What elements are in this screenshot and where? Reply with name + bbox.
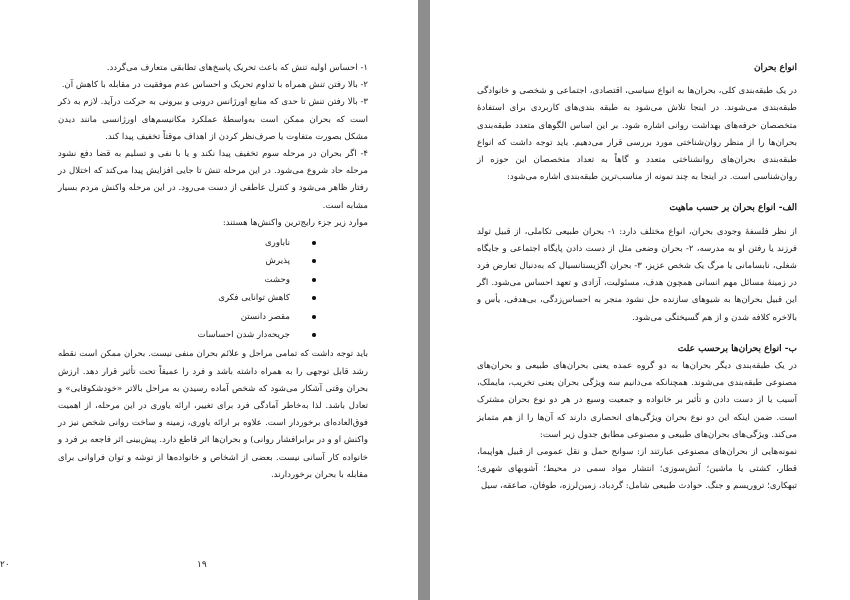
crisis-stage-item: ۴- اگر بحران در مرحله سوم تخفیف پیدا نکند و یا با نفی و تسلیم به قضا دفع نشود مرحله حاد شروع می‌شود. در این مرحله تنش تا جایی افزایش پیدا می‌کند که اختلال در رفتار ظاهر می‌شود و کنترل عاطفی از دست می‌رود. در این مرحله واکنش مردم بسیار مشابه است. (58, 149, 368, 211)
intro-paragraph: در یک طبقه‌بندی کلی، بحران‌ها به انواع سیاسی، اقتصادی، اجتماعی و شخصی و خانوادگی طبقه‌بندی می‌شوند. در اینجا تلاش می‌شود به طبقه بندی‌های کاربردی برای استفادهٔ متخصصان حرفه‌های بهداشت روانی اشاره شود. بر این اساس الگوهای متعدد طبقه‌بندی بحران‌ها را از منظر روان‌شناختی مورد بررسی قرار می‌دهیم. باید توجه داشت که انواع طبقه‌بندی بحران‌های روانشناختی متعدد و گاهاً به تعداد متخصصان این حوزه از روان‌شناسی است. در اینجا به چند نمونه از مناسب‌ترین طبقه‌بندی اشاره می‌شود: (477, 86, 797, 183)
closing-paragraph: باید توجه داشت که تمامی مراحل و علائم بحران منفی نیست. بحران ممکن است نقطه رشد قابل توجهی را به همراه داشته باشد و فرد را عمیقاً تحت تأثیر قرار دهد. ارزش بحران وقتی آشکار می‌شود که شخص آماده رسیدن به مراحل بالاتر «خودشکوفایی» و تعادل باشد. لذا به‌خاطر آمادگی فرد برای تغییر، ارائه یاوری در این مرحله، از اهمیت فوق‌العاده‌ای برخوردار است. علاوه بر ارائه یاوری، زمینه و ساخت روانی شخص نیز در واکنش او و در برابرافشار روانی) و بحران‌ها اثر قاطع دارد. پیش‌بینی اثر فاجعه بر فرد و خانواده کار آسانی نیست. بعضی از اشخاص و خانواده‌ها از توشه و توان فراوانی برای مقابله با بحران برخوردارند. (58, 349, 368, 480)
bullet-icon (312, 296, 316, 300)
left-page-body (58, 60, 368, 484)
crisis-stage-item: ۳- بالا رفتن تنش تا حدی که منابع اورژانس درونی و بیرونی به حرکت درآید. لازم به ذکر است که بحران ممکن است به‌واسطهٔ عملکرد مکانیسم‌های اورژانسی مانند دیدن مشکل بصورت متفاوت یا صرف‌نظر کردن از اهداف موقتاً تخفیف پیدا کند. (58, 97, 368, 142)
right-page-body (477, 60, 797, 496)
section-heading: انواع بحران (753, 63, 797, 73)
list-item: مقصر دانستن (58, 308, 368, 326)
crisis-stage-item: ۱- احساس اولیه تنش که باعث تحریک پاسخ‌های تطابقی متعارف می‌گردد. (106, 63, 368, 73)
subsection-heading: ب- انواع بحران‌ها برحسب علت (677, 343, 797, 354)
list-item: پذیرش (58, 252, 368, 270)
bullet-icon (312, 333, 316, 337)
list-item: ناباوری (58, 234, 368, 252)
list-item: کاهش توانایی فکری (58, 289, 368, 307)
list-item: جریحه‌دار شدن احساسات (58, 326, 368, 344)
subsection-heading: الف- انواع بحران بر حسب ماهیت (669, 203, 797, 214)
list-item: وحشت (58, 271, 368, 289)
paragraph: در یک طبقه‌بندی دیگر بحران‌ها به دو گروه عمده یعنی بحران‌های طبیعی و بحران‌های مصنوعی طبقه‌بندی می‌شوند. همچنانکه می‌دانیم سه ویژگی بحران یعنی تخریب، مایملک، آسیب یا از دست دادن و تأثیر بر خانواده و جمعیت وسیع در هر دو نوع بحران مشترک است. ضمن اینکه این دو نوع بحران ویژگی‌های انحصاری دارند که آن‌ها را از هم متمایز می‌کند. ویژگی‌های بحران‌های طبیعی و مصنوعی مطابق جدول زیر است: (477, 361, 797, 440)
reactions-list (58, 234, 368, 344)
paragraph: نمونه‌هایی از بحران‌های مصنوعی عبارتند از: سوانح حمل و نقل عمومی از قبیل هواپیما، قطار، کشتی یا ماشین؛ آتش‌سوزی؛ انتشار مواد سمی در محیط؛ آشوبهای شهری؛ تبهکاری؛ تروریسم و جنگ. حوادث طبیعی شامل: گردباد، زمین‌لرزه، طوفان، صاعقه، سیل (477, 447, 797, 492)
paragraph: از نظر فلسفهٔ وجودی بحران، انواع مختلف دارد: ۱- بحران طبیعی تکاملی، از قبیل تولد فرزند یا رفتن او به مدرسه، ۲- بحران وضعی مثل از دست دادن پایگاه اجتماعی و جایگاه شغلی، نابسامانی یا مرگ یک شخص عزیز، ۳- بحران اگزیستانسیال که به‌دنبال تعارض فرد در زمینهٔ مسائل مهم انسانی همچون هدف، مسئولیت، آزادی و تعهد احساس می‌شود. اگر این قبیل بحران‌ها به شیوهای سازنده حل نشود منجر به احساس‌زدگی، بی‌هدفی، یأس و بالاخره کلافه شدن و از هم گسیختگی می‌شود. (477, 226, 797, 323)
page-number: ۲۰ (0, 560, 10, 570)
bullet-icon (312, 278, 316, 282)
reactions-list-intro: موارد زیر جزء رایج‌ترین واکنش‌ها هستند: (222, 217, 368, 228)
right-page (430, 0, 850, 600)
page-number: ۱۹ (197, 560, 207, 570)
bullet-icon (312, 315, 316, 319)
bullet-icon (312, 241, 316, 245)
left-page (0, 0, 418, 600)
crisis-stage-item: ۲- بالا رفتن تنش همراه با تداوم تحریک و احساس عدم موفقیت در مقابله با کاهش آن. (61, 80, 368, 91)
bullet-icon (312, 259, 316, 263)
